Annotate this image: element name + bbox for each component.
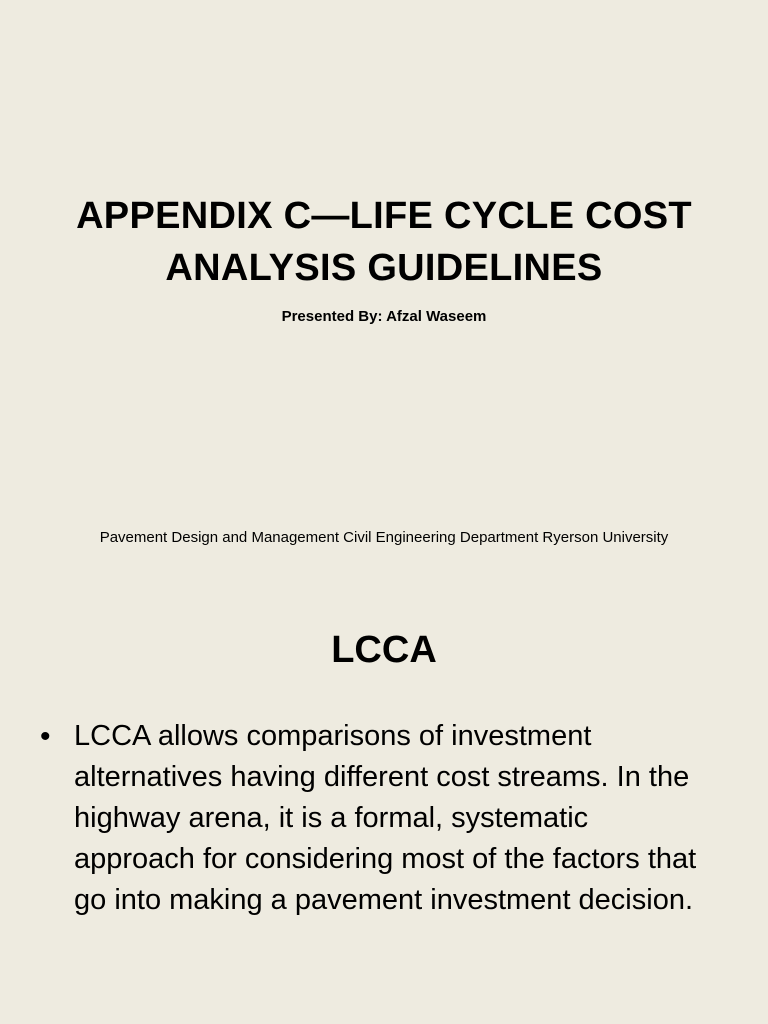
lcca-slide xyxy=(0,576,768,1024)
bullet-item xyxy=(40,716,720,921)
bullet-icon: • xyxy=(40,720,51,753)
department-line: Pavement Design and Management Civil Engineering Department Ryerson University xyxy=(99,529,669,546)
slide-heading: LCCA xyxy=(331,629,437,671)
presenter-line: Presented By: Afzal Waseem xyxy=(281,308,487,325)
slide-title: APPENDIX C—LIFE CYCLE COST ANALYSIS GUIDELINES xyxy=(76,195,692,289)
bullet-text: LCCA allows comparisons of investment alternatives having different cost streams. In the highway arena, it is a formal, systematic approach for considering most of the factors that go into making a pavement investment decision. xyxy=(74,720,697,916)
